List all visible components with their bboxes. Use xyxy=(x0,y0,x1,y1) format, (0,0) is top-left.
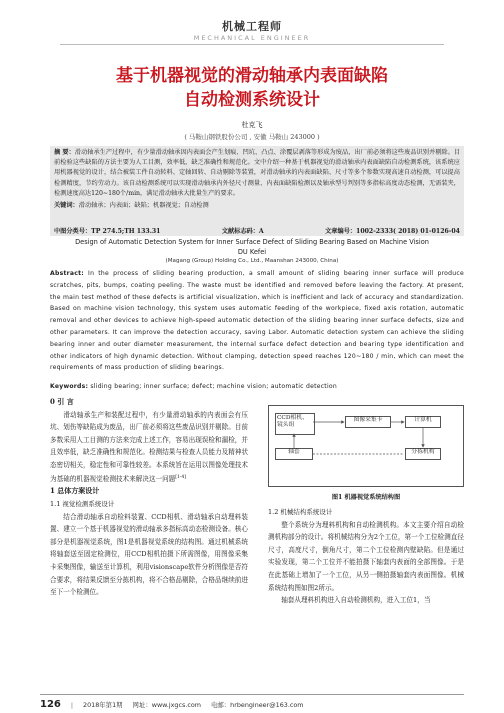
left-column xyxy=(50,396,248,599)
right-column xyxy=(268,506,464,607)
english-author: DU Kefei xyxy=(237,248,267,256)
section-1-2-heading: 1.2 机械结构系统设计 xyxy=(268,508,333,516)
section-1-2-text-2: 轴套从理料机构进入自动检测机构，进入工位1，当 xyxy=(281,596,431,605)
classification-row xyxy=(50,226,464,236)
section-0-text: 滑动轴承生产和装配过程中，有少量滑动轴承的内表面会有压坑、划伤等缺陷成为废品，出厂前必须将这些废品识别并剔除。目前多数采用人工目测的方法来完成上述工作，容易出现误检和漏检，并且效率低，缺乏准确性和规范化。检测结果与检查人员能力及精神状态密切相关，稳定性和可靠性较差。本系统旨在运用以图像处理技术为基础的机器视觉检测技术来解决这一问题[1-4] xyxy=(50,410,248,483)
image-capture-box: 图像采集卡 xyxy=(345,416,391,428)
abstract-cn-text: 滑动轴承生产过程中，有少量滑动轴承因内表面会产生划痕、凹坑、凸点、涂覆层剥落等形成为废品，出厂前必须将这些废品识别并剔除。目前检验这些缺陷的方法主要为人工目测，效率低，缺乏准确性和规范化。文中介绍一种基于机器视觉的滑动轴承内表面缺陷自动检测系统，该系统应用机器视觉的设计，结合被装工件自动转料、定轴回转、自动剔除等装置，对滑动轴承的内表面缺陷、尺寸等多个参数实现高速自动检测，可以提高检测精度，节约劳动力。该自动检测系统可以实现滑动轴承内外径尺寸测量、内表面缺陷检测以及轴承型号判别等多指标高度动态检测，无需装夹，检测速度高达120~180个/min，满足滑动轴承大批量生产的要求。 xyxy=(54,149,461,197)
header-divider xyxy=(60,44,444,45)
document-code: 文献标志码：A xyxy=(221,228,264,235)
section-1-1-heading: 1.1 视觉检测系统设计 xyxy=(50,499,115,508)
section-1-1-text: 结合滑动轴承自动检料装置、CCD相机、滑动轴承自动理料装置、建立一个基于机器视觉的滑动轴承多指标高动态检测设备。核心部分是机器视觉系统，图1是机器视觉系统的结构图。通过机械系统将轴套送至固定检测位，用CCD相机拍摄下所需图像，用图像采集卡采集图像，输送至计算机，利用visionscape软件分析图像是否符合要求，将结果反馈至分拣机构，将不合格品剔除，合格品继续前进至下一个检测位。 xyxy=(50,512,248,597)
page-number: 126 xyxy=(40,699,61,710)
clc-number: 中图分类号：TP 274.5;TH 133.31 xyxy=(54,228,161,235)
english-affiliation: (Magang (Group) Holding Co., Ltd., Maanshan 243000, China) xyxy=(165,258,339,264)
abstract-label: 摘 要： xyxy=(54,149,75,156)
english-abstract xyxy=(50,268,464,374)
journal-title-cn: 机械工程师 xyxy=(222,20,282,33)
figure-1 xyxy=(268,405,464,487)
article-number: 文章编号：1002-2333( 2018) 01-0126-04 xyxy=(325,228,460,235)
section-1-2-text: 整个系统分为理料机构和自动检测机构。本文主要介绍自动检测机构部分的设计。将机械结构分为2个工位，第一个工位检测直径尺寸，高度尺寸，倒角尺寸，第二个工位检测内壁缺陷。但是通过实验发现，第二个工位并不能拍摄下轴套内表面的全部图像。于是在此基础上增加了一个工位，从另一侧拍摄轴套内表面图像。机械系统结构图如图2所示。 xyxy=(268,520,464,592)
website-link[interactable]: 网址：www.jxgcs.com xyxy=(132,701,201,709)
affiliation: ( 马鞍山钢铁股份公司 , 安徽 马鞍山 243000 ) xyxy=(184,133,320,141)
title-line-2: 自动检测系统设计 xyxy=(184,90,320,110)
english-title: Design of Automatic Detection System for Inner Surface Defect of Sliding Bearing Based on Machine Vision xyxy=(75,238,429,246)
issue: 2018年第1期 xyxy=(83,701,123,709)
section-1-heading: 1 总体方案设计 xyxy=(50,486,100,496)
figure-arrows xyxy=(269,406,465,488)
ccd-camera-box: CCD相机、镜头组 xyxy=(275,413,315,435)
english-keywords-label: Keywords: xyxy=(50,383,89,390)
page-footer xyxy=(40,699,464,710)
abstract-box-cn xyxy=(50,146,464,236)
email-link[interactable]: 电邮：hrbengineer@163.com xyxy=(210,701,304,709)
keywords-label: 关键词： xyxy=(54,202,79,210)
sorting-box: 分拣机构 xyxy=(405,448,441,460)
keywords-cn-text: 滑动轴承；内表面；缺陷；机器视觉；自动检测 xyxy=(78,202,209,210)
keywords-cn xyxy=(54,201,460,211)
article-title xyxy=(40,64,464,112)
section-0-heading: 0 引 言 xyxy=(50,397,74,406)
citation: [1-4] xyxy=(175,474,187,480)
journal-title-en: MECHANICAL ENGINEER xyxy=(193,34,311,42)
english-abstract-label: Abstract: xyxy=(50,270,84,277)
english-keywords xyxy=(50,383,464,390)
english-abstract-text: In the process of sliding bearing production, a small amount of sliding bearing inner surface will produce scratches, pits, bumps, coating peeling. The waste must be identified and removed before leaving the factory. At present, the main test method of these defects is artificial visualization, which is inefficient and lack of accuracy and standardization. Based on machine vision technology, this system uses automatic feeding of the workpiece, fixed axis rotation, automatic removal and other devices to achieve high-speed automatic detection of the sliding bearing inner surface defects, size and other parameters. It can improve the detection accuracy, saving Labor. Automatic detection system can achieve the sliding bearing inner and outer diameter measurement, the internal surface defect detection and bearing type identification and other indicators of high dynamic detection. Without clamping, detection speed reaches 120~180 / min, which can meet the requirements of mass production of sliding bearings. xyxy=(50,270,464,372)
bearing-box: 轴套 xyxy=(275,448,313,460)
author: 杜克飞 xyxy=(241,121,263,129)
footer-divider xyxy=(40,694,464,695)
footer-separator: | xyxy=(70,701,74,709)
title-line-1: 基于机器视觉的滑动轴承内表面缺陷 xyxy=(116,66,388,86)
figure-caption: 图1 机器视觉系统结构图 xyxy=(331,494,401,501)
abstract-cn xyxy=(54,148,460,199)
computer-box: 计算机 xyxy=(405,416,441,428)
english-keywords-text: sliding bearing; inner surface; defect; machine vision; automatic detection xyxy=(90,383,337,390)
